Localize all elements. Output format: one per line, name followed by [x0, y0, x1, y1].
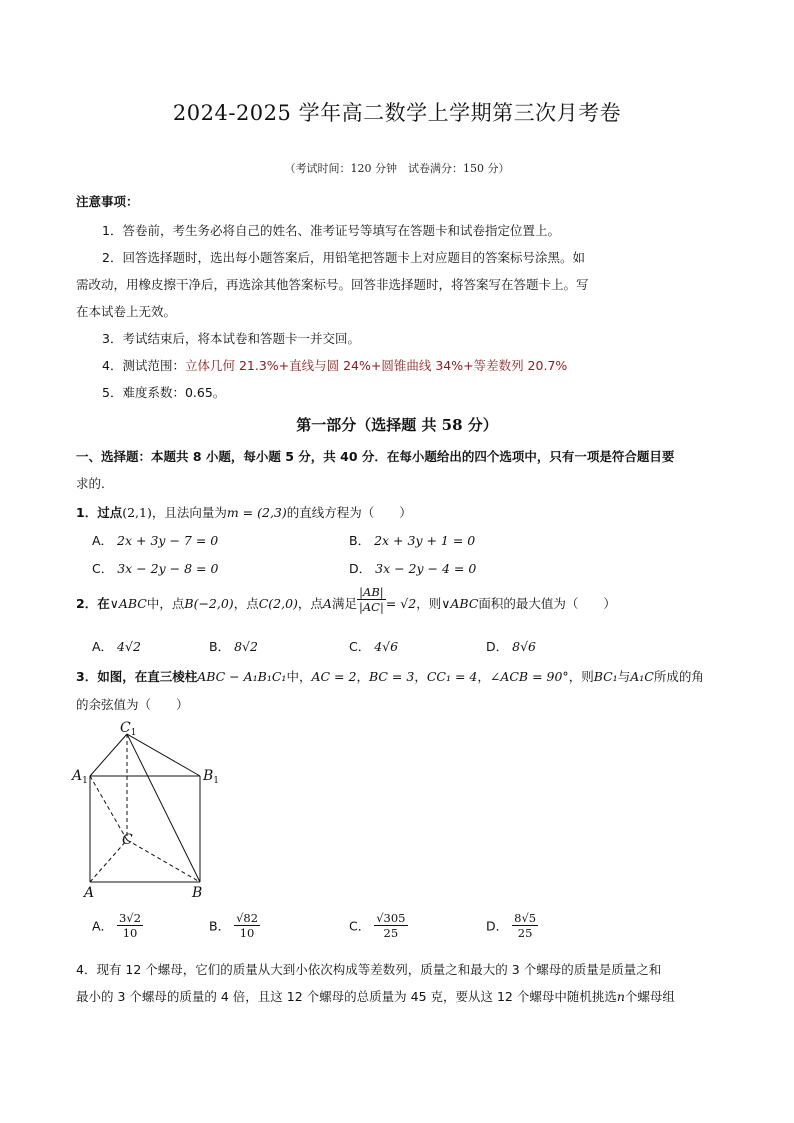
segment-bc1 [127, 734, 200, 882]
notice-item-1: 1．答卷前，考生务必将自己的姓名、准考证号等填写在答题卡和试卷指定位置上。 [102, 223, 560, 238]
q2-fraction: $\frac{|AB|}{|AC|}$ [358, 585, 384, 614]
edge-cb [127, 840, 200, 882]
notice-item-5: 5．难度系数：0.65。 [102, 385, 226, 400]
question-3-option-c: C． $\frac{√305}{25}$ [349, 911, 406, 940]
label-b1: $B_1$ [203, 768, 220, 786]
question-2-option-b: B． 8√2 [209, 639, 258, 654]
question-3-option-d: D． $\frac{8√5}{25}$ [486, 911, 537, 940]
section-intro: 一、选择题：本题共 8 小题，每小题 5 分，共 40 分．在每小题给出的四个选项中，只有一项是符合题目要 [76, 449, 675, 464]
notice-item-4 [102, 356, 567, 374]
page-title: 2024-2025 学年高二数学上学期第三次月考卷 [172, 101, 622, 125]
notice-heading: 注意事项： [76, 194, 139, 209]
notice-item-3: 3．考试结束后，将本试卷和答题卡一并交回。 [102, 331, 360, 346]
prism-figure [70, 720, 230, 902]
question-2-option-a: A． 4√2 [92, 639, 141, 654]
scope-label: 4．测试范围： [102, 358, 185, 373]
question-1-option-a: A． 2x + 3y − 7 = 0 [92, 533, 219, 548]
question-3-stem-cont: 的余弦值为（ ） [76, 697, 189, 712]
question-1-option-b: B． 2x + 3y + 1 = 0 [349, 533, 476, 548]
question-2-option-d: D． 8√6 [486, 639, 536, 654]
question-3-stem: 3．如图，在直三棱柱ABC − A₁B₁C₁中，AC = 2，BC = 3，CC₁ = 4，∠ACB = 90°，则BC₁与A₁C所成的角 [76, 669, 704, 684]
notice-item-2-cont: 需改动，用橡皮擦干净后，再选涂其他答案标号。回答非选择题时，将答案写在答题卡上。写 [76, 277, 589, 292]
question-1-option-c: C． 3x − 2y − 8 = 0 [92, 561, 219, 576]
section-title: 第一部分（选择题 共 58 分） [296, 416, 498, 434]
question-4-stem: 4．现有 12 个螺母，它们的质量从大到小依次构成等差数列，质量之和最大的 3 个螺母的质量是质量之和 [76, 962, 662, 977]
question-2-stem: 2．在∨ABC中，点B(−2,0)，点C(2,0)，点A满足 $\frac{|AB|}{|AC|}$ = √2，则∨ABC面积的最大值为（ ） [76, 585, 616, 614]
question-3-option-a: A． $\frac{3√2}{10}$ [92, 911, 142, 940]
scope-text: 立体几何 21.3%+直线与圆 24%+圆锥曲线 34%+等差数列 20.7% [184, 358, 568, 373]
label-a1: $A_1$ [72, 768, 88, 786]
question-4-stem-cont: 最小的 3 个螺母的质量的 4 倍，且这 12 个螺母的总质量为 45 克，要从这 12 个螺母中随机挑选n个螺母组 [76, 989, 675, 1004]
question-2-option-c: C． 4√6 [349, 639, 399, 654]
edge-a1c1 [90, 734, 127, 776]
label-a: A [84, 885, 95, 901]
label-b: B [192, 885, 203, 901]
notice-item-2: 2．回答选择题时，选出每小题答案后，用铅笔把答题卡上对应题目的答案标号涂黑。如 [102, 250, 585, 265]
notice-item-2-end: 在本试卷上无效。 [76, 304, 177, 319]
edge-c1b1 [127, 734, 200, 776]
exam-subtitle: （考试时间：120 分钟 试卷满分：150 分） [284, 162, 510, 175]
label-c: C [122, 832, 133, 848]
question-1-option-d: D． 3x − 2y − 4 = 0 [349, 561, 477, 576]
label-c1: $C_1$ [120, 720, 137, 738]
segment-a1c [90, 776, 127, 840]
question-1-stem: 1．过点(2,1)，且法向量为m = (2,3)的直线方程为（ ） [76, 505, 412, 520]
question-3-option-b: B． $\frac{√82}{10}$ [209, 911, 259, 940]
section-intro-cont: 求的. [76, 476, 105, 491]
